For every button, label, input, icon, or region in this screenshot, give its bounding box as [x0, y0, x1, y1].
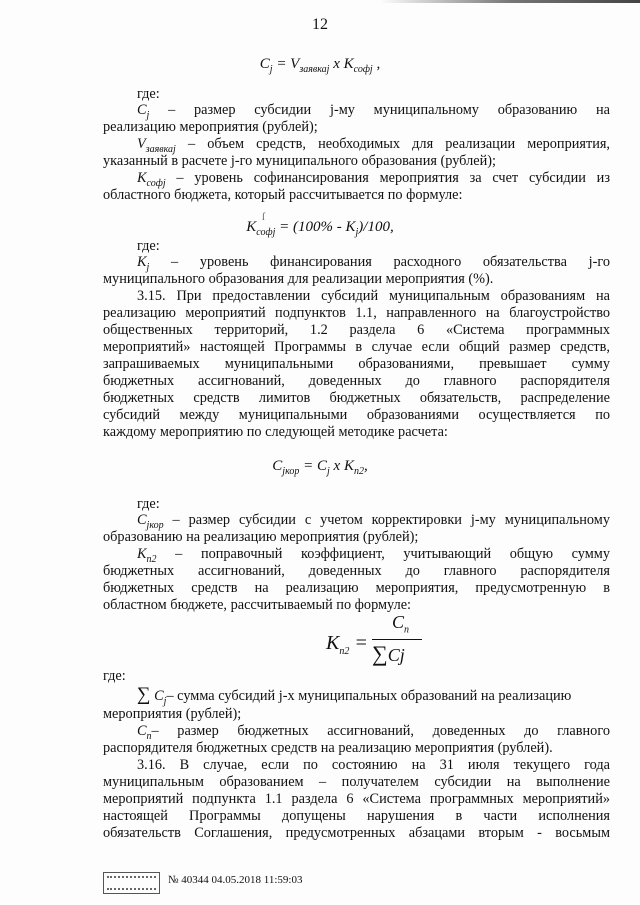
- text-line: субсидий между муниципальными образованиями осуществляется по: [103, 407, 610, 423]
- text-line: бюджетных средств лимитов бюджетных обязательств, распределение: [103, 390, 610, 406]
- text-line: где:: [137, 86, 160, 102]
- text-line: реализацию мероприятия (рублей);: [103, 119, 318, 135]
- text-line: где:: [103, 668, 126, 684]
- text-line: реализацию мероприятий подпунктов 1.1, направленного на благоустройство: [103, 305, 610, 321]
- text-line: $C_{jкор}$ – размер субсидии с учетом корректировки j-му муниципальному: [137, 512, 610, 531]
- text-line: обязательств Соглашения, предусмотренных абзацами вторым - восьмым: [103, 825, 610, 841]
- text-line: указанный в расчете j-го муниципального образования (рублей);: [103, 153, 496, 169]
- formula-cj: $C_j = V_{заявкаj}$ x $K_{софj}$ ,: [259, 56, 381, 75]
- text-line: образованию на реализацию мероприятия (рублей);: [103, 529, 419, 545]
- text-line: областном бюджете, рассчитываемый по формуле:: [103, 597, 412, 613]
- scan-artifact: [380, 0, 640, 3]
- text-line: $V_{заявкаj}$ – объем средств, необходимых для реализации мероприятия,: [137, 136, 610, 155]
- text-line: $K_j$ – уровень финансирования расходного обязательства j-го: [137, 254, 610, 273]
- text-line: настоящей Программы допущены нарушения в части исполнения: [103, 808, 610, 824]
- formula-kp2: $K_{п2}$ = $C_п$ ∑Cj: [326, 612, 446, 672]
- text-line: 3.15. При предоставлении субсидий муниципальным образованиям на: [137, 288, 610, 304]
- text-line: общественных территорий, 1.2 раздела 6 «Система программных: [103, 322, 610, 338]
- text-line: муниципального образования для реализации мероприятия (%).: [103, 271, 494, 287]
- scan-mark: ſ: [262, 212, 265, 223]
- registry-stamp: [103, 872, 160, 894]
- formula-cjkor: $C_{jкор} = C_j$ x $K_{п2}$,: [272, 458, 368, 477]
- page-number: 12: [312, 16, 328, 33]
- text-line: мероприятия (рублей);: [103, 706, 242, 722]
- text-line: распорядителя бюджетных средств на реализацию мероприятия (рублей).: [103, 740, 553, 756]
- text-line: $C_j$ – размер субсидии j-му муниципальному образованию на: [137, 102, 610, 121]
- text-line: $K_{п2}$ – поправочный коэффициент, учитывающий общую сумму: [137, 546, 610, 565]
- text-line: областного бюджета, который рассчитывается по формуле:: [103, 187, 463, 203]
- text-line: где:: [137, 238, 160, 254]
- text-line: $K_{софj}$ – уровень софинансирования мероприятия за счет субсидии из: [137, 170, 610, 189]
- formula-ksof: $K_{софj} = (100\% - K_j)/100$,: [246, 219, 394, 238]
- text-line: мероприятий подпункта 1.1 раздела 6 «Система программных мероприятий»: [103, 791, 610, 807]
- registration-number: № 40344 04.05.2018 11:59:03: [168, 874, 303, 886]
- text-line: муниципальным образованием – получателем субсидии на выполнение: [103, 774, 610, 790]
- text-line: 3.16. В случае, если по состоянию на 31 июля текущего года: [137, 757, 610, 773]
- text-line: бюджетных средств на реализацию мероприятия, предусмотренную в: [103, 580, 610, 596]
- text-line: где:: [137, 496, 160, 512]
- text-line: запрашиваемых муниципальными образованиями, превышает сумму: [103, 356, 610, 372]
- text-line: бюджетных ассигнований, доведенных до главного распорядителя: [103, 373, 610, 389]
- text-line: ∑ $C_j-$ сумма субсидий j-х муниципальных образований на реализацию: [137, 686, 572, 707]
- text-line: бюджетных ассигнований, доведенных до главного распорядителя: [103, 563, 610, 579]
- text-line: $C_п-$ размер бюджетных ассигнований, доведенных до главного: [137, 723, 610, 742]
- text-line: каждому мероприятию по следующей методике расчета:: [103, 424, 448, 440]
- text-line: мероприятий» настоящей Программы в случае если общий размер средств,: [103, 339, 610, 355]
